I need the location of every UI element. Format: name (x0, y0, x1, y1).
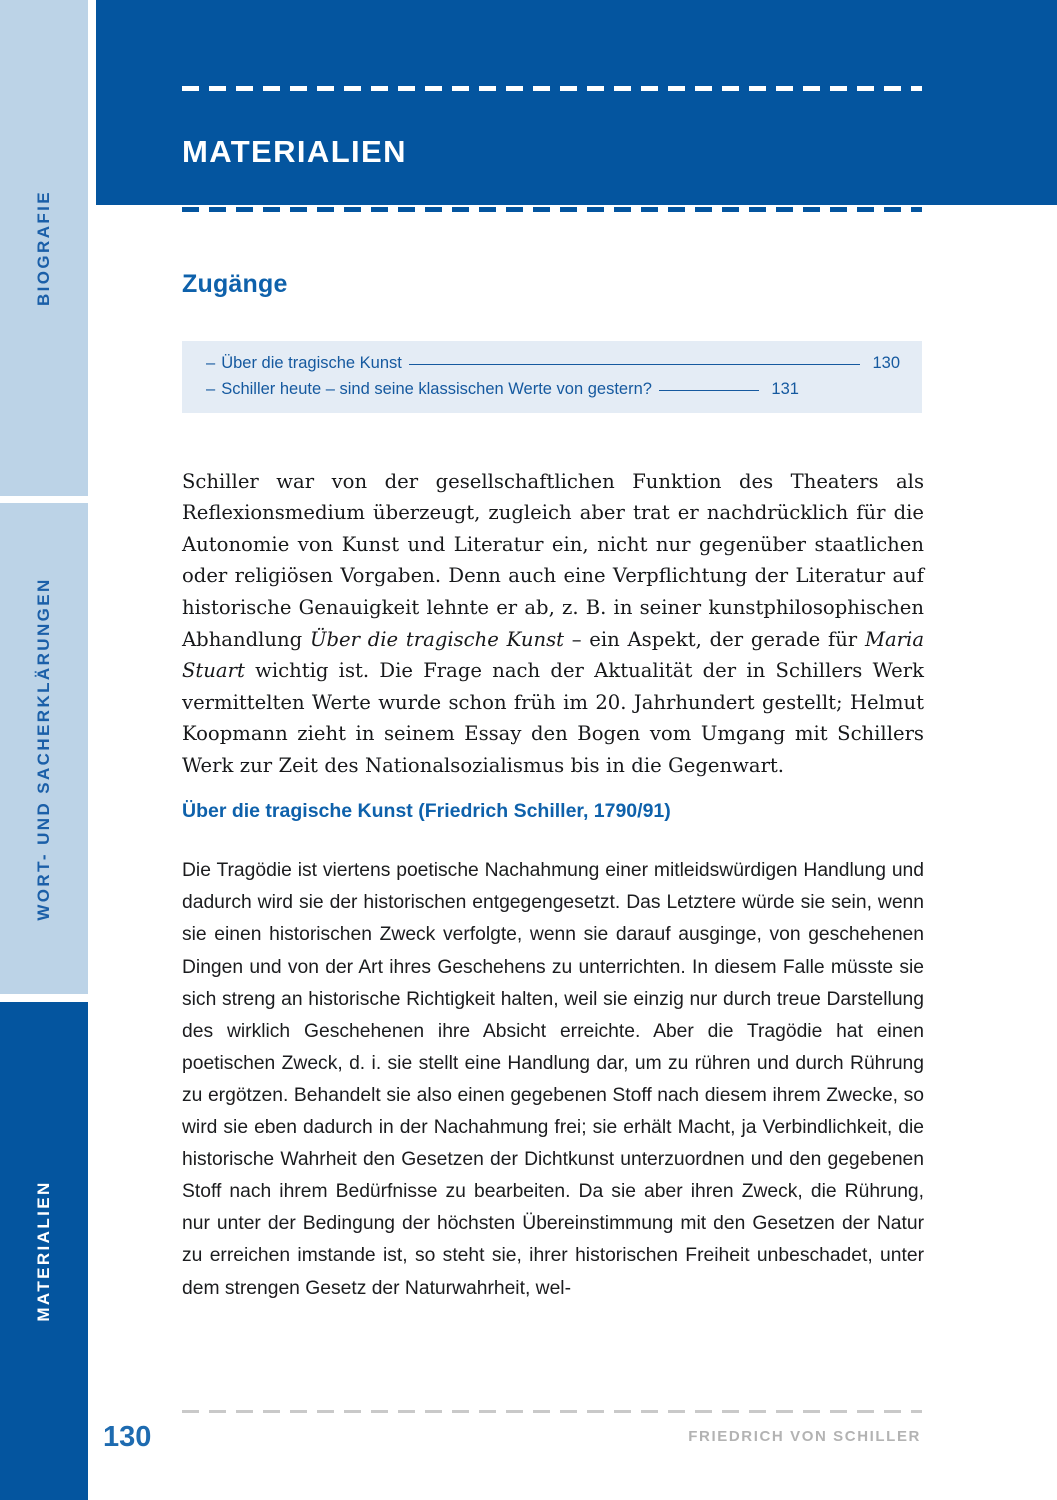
sidebar-item-label: BIOGRAFIE (34, 189, 53, 307)
toc-entry-label: Schiller heute – sind seine klassischen Werte von gestern? (221, 380, 652, 398)
intro-work-title-maria-stuart: Maria Stuart (182, 627, 924, 683)
sidebar-item-materialien[interactable] (0, 1002, 88, 1500)
sidebar-item-biografie[interactable] (0, 0, 88, 496)
intro-paragraph (182, 466, 924, 782)
quote-body-text: Die Tragödie ist viertens poetische Nachahmung einer mitleidswürdigen Handlung und dadurch wird sie der historischen entgegengesetzt. Das Letztere würde sie sein, wenn sie einen historischen Zweck verfolgte, wenn sie darauf ausginge, von geschehenen Dingen und von der Art ihres Geschehens zu unterrichten. In diesem Falle müsste sie sich streng an historische Richtigkeit halten, weil sie einzig nur durch treue Darstellung des wirklich Geschehenen ihre Absicht erreichte. Aber die Tragödie hat einen poetischen Zweck, d. i. sie stellt eine Handlung dar, um zu rühren und durch Rührung zu ergötzen. Behandelt sie also einen gegebenen Stoff nach diesem ihrem Zwecke, so wird sie eben dadurch in der Nachahmung frei; sie erhält Macht, ja Verbindlichkeit, die historische Wahrheit den Gesetzen der Dichtkunst unterzuordnen und den gegebenen Stoff nach ihrem Bedürfnisse zu bearbeiten. Da sie aber ihren Zweck, die Rührung, nur unter der Bedingung der höchsten Übereinstimmung mit den Gesetzen der Natur zu erreichen imstande ist, so steht sie, ihrer historischen Freiheit unbeschadet, unter dem strengen Gesetz der Naturwahrheit, wel- (182, 860, 924, 1299)
running-head: FRIEDRICH VON SCHILLER (688, 1428, 921, 1445)
page-header-banner (96, 0, 1057, 205)
toc-entry-label: Über die tragische Kunst (221, 354, 402, 372)
toc-entry[interactable] (206, 354, 900, 373)
toc-page-number: 130 (872, 354, 900, 372)
sidebar-item-wort-und-sacherklaerungen[interactable] (0, 503, 88, 994)
intro-work-title-tragische-kunst: Über die tragische Kunst (309, 627, 564, 651)
intro-text-part-2: – ein Aspekt, der gerade für (564, 627, 865, 651)
side-tab-strip (0, 0, 88, 1500)
toc-entry[interactable] (206, 380, 900, 399)
intro-text-part-3: wichtig ist. Die Frage nach der Aktualität der in Schillers Werk vermittelten Werte wurde schon früh im 20. Jahrhundert gestellt; Helmut Koopmann zieht in seinem Essay den Bogen vom Umgang mit Schillers Werk zur Zeit des Nationalsozialismus bis in die Gegenwart. (182, 659, 924, 777)
intro-text-part-1: Schiller war von der gesellschaftlichen Funktion des Theaters als Reflexionsmedium überzeugt, zugleich aber trat er nachdrücklich für die Autonomie von Kunst und Literatur ein, nicht nur gegenüber staatlichen oder religiösen Vorgaben. Denn auch eine Verpflichtung der Literatur auf historische Genauigkeit lehnte er ab, z. B. in seiner kunstphilosophischen Abhandlung (182, 469, 924, 651)
page-title: MATERIALIEN (182, 134, 407, 169)
toc-page-number: 131 (771, 380, 799, 398)
sidebar-item-label: WORT- UND SACHERKLÄRUNGEN (34, 576, 53, 921)
toc-bullet-dash: – (206, 380, 216, 398)
page-number: 130 (103, 1421, 152, 1453)
footer-dashed-rule (182, 1410, 922, 1413)
header-dashed-rule-top (182, 86, 922, 91)
table-of-contents-box (182, 341, 922, 413)
toc-leader-line (659, 390, 759, 391)
sub-heading: Über die tragische Kunst (Friedrich Schiller, 1790/91) (182, 800, 671, 822)
toc-bullet-dash: – (206, 354, 216, 372)
toc-leader-line (409, 364, 860, 365)
section-heading: Zugänge (182, 270, 288, 298)
header-dashed-rule-bottom (182, 207, 922, 212)
sidebar-item-label: MATERIALIEN (34, 1180, 53, 1322)
